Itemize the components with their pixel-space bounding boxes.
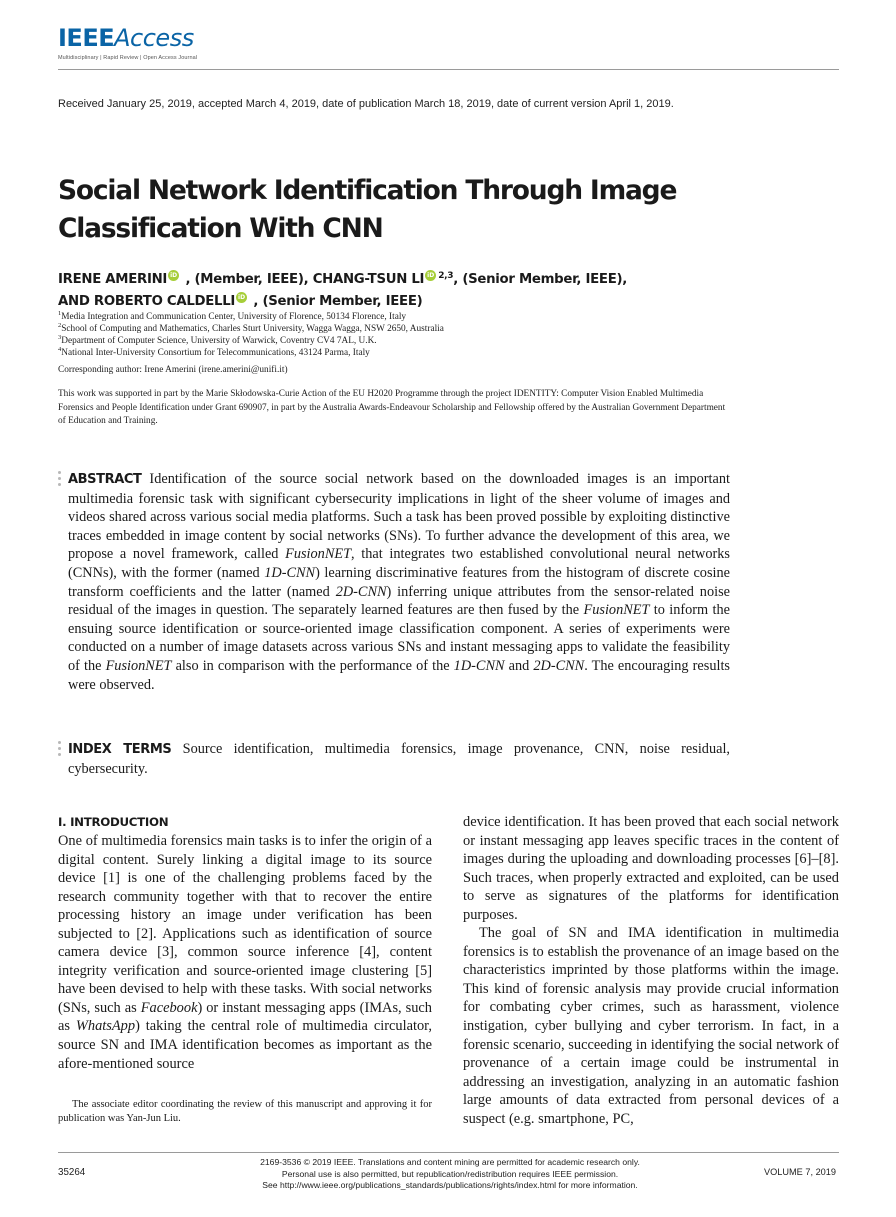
abstract-term: FusionNET [105, 657, 172, 674]
abstract-term: 1D-CNN [264, 564, 316, 581]
left-column [58, 832, 432, 1073]
abstract-term: FusionNET [285, 546, 352, 563]
paper-title: Social Network Identification Through Image Classification With CNN [58, 175, 677, 244]
abstract-marker-icon [58, 471, 62, 489]
abstract-term: FusionNET [583, 602, 650, 619]
orcid-icon[interactable]: iD [427, 272, 435, 279]
logo-access: Access [114, 24, 194, 52]
logo-ieee: IEEE [58, 24, 115, 52]
index-terms-marker-icon [58, 741, 62, 759]
affiliation-text: Department of Computer Science, University of Warwick, Coventry CV4 7AL, U.K. [61, 336, 377, 347]
footnote [58, 1098, 432, 1126]
orcid-icon[interactable]: iD [170, 272, 178, 279]
affiliation-number: 4 [58, 346, 62, 353]
index-terms-text: Source identification, multimedia forensics, image provenance, CNN, noise residual, cybersecurity. [68, 741, 730, 777]
abstract-text: also in comparison with the performance of the [171, 657, 454, 674]
abstract-text: ) learning discriminative features from the histogram of discrete cosine transform coefficients and the latter (named [68, 564, 730, 600]
author-prefix: AND [58, 294, 94, 309]
author-name-amerini: IRENE AMERINI [58, 272, 168, 287]
header-divider [58, 69, 839, 70]
affiliation [58, 322, 444, 334]
paragraph-text: One of multimedia forensics main tasks is to infer the origin of a digital content. Surely linking a digital image to its source device [1] is one of the challenging problems faced by the research community together with that to recover the entire processing history an image under verification has been subjected to [2]. Applications such as identification of source camera device [3], common source inference [4], content integrity verification and source-oriented image clustering [5] have been devised to help with these tasks. With social networks (SNs, such as [58, 833, 432, 1016]
journal-logo [58, 24, 194, 52]
author-role: , (Member, IEEE), [185, 272, 313, 287]
orcid-icon[interactable]: iD [238, 294, 246, 301]
abstract-text: and [504, 657, 534, 674]
affiliation-number: 3 [58, 334, 62, 341]
volume-label: VOLUME 7, 2019 [764, 1167, 837, 1177]
affiliation-number: 2 [58, 322, 62, 329]
logo-tagline: Multidisciplinary | Rapid Review | Open Access Journal [58, 55, 198, 61]
abstract [68, 470, 730, 694]
corresponding-author: Corresponding author: Irene Amerini (irene.amerini@unifi.it) [58, 365, 288, 375]
copyright-link[interactable]: See http://www.ieee.org/publications_standards/publications/rights/index.html for more information. [262, 1180, 638, 1190]
affiliation [58, 310, 406, 322]
author-line-2 [58, 292, 422, 309]
copyright-line: 2169-3536 © 2019 IEEE. Translations and content mining are permitted for academic research only. [260, 1157, 640, 1167]
section-heading: I. INTRODUCTION [58, 815, 169, 829]
abstract-text: . The encouraging results were observed. [68, 657, 730, 693]
affiliation [58, 346, 370, 358]
abstract-text: Identification of the source social network based on the downloaded images is an important multimedia forensic task with significant cybersecurity implications in light of the sheer volume of images and videos shared across various social media platforms. Such a task has been proved possible by exploiting distinctive traces embedded in image content by social networks (SNs). To further advance the development of this area, we propose a novel framework, called [68, 471, 730, 563]
author-role: , (Senior Member, IEEE), [453, 272, 627, 287]
right-column [463, 813, 839, 1128]
index-terms [68, 740, 730, 778]
abstract-text: ) inferring unique attributes from the sensor-related noise residual of the images in question. The separately learned features are then fused by the [68, 583, 730, 619]
affiliation-text: National Inter-University Consortium for Telecommunications, 43124 Parma, Italy [61, 348, 370, 359]
paragraph-text: ) or instant messaging apps (IMAs, such as [58, 999, 433, 1035]
abstract-term: 2D-CNN [335, 583, 387, 600]
author-role: , (Senior Member, IEEE) [253, 294, 423, 309]
affiliation [58, 334, 377, 346]
footnote-text: The associate editor coordinating the review of this manuscript and approving it for publication was Yan-Jun Liu. [58, 1099, 432, 1124]
paragraph-text: ) taking the central role of multimedia circulator, source SN and IMA identification becomes as important as the afore-mentioned source [58, 1018, 432, 1072]
copyright-notice [180, 1157, 720, 1192]
footer-divider [58, 1152, 839, 1153]
abstract-label: ABSTRACT [68, 472, 142, 487]
abstract-term: 1D-CNN [453, 657, 505, 674]
abstract-text: to inform the ensuing source identification or source-oriented image classification component. A series of experiments were conducted on a number of image datasets across various SNs and instant messaging apps to validate the feasibility of the [68, 602, 730, 674]
page-number: 35264 [58, 1167, 86, 1178]
affiliation-text: Media Integration and Communication Center, University of Florence, 50134 Florence, Italy [61, 312, 407, 323]
paragraph [58, 832, 432, 1073]
abstract-term: 2D-CNN [533, 657, 585, 674]
paragraph: The goal of SN and IMA identification in multimedia forensics is to establish the provenance of an image based on the characteristics imprinted by those platforms within the image. This kind of forensic analysis may provide crucial information for combating cyber crimes, such as harassment, violence instigation, cyber bullying and cyber terrorism. In fact, in a forensic scenario, succeeding in identifying the social network of provenance of a certain image could be instrumental in addressing an investigation, analyzing in an automatic fashion large amounts of data extracted from personal devices of a suspect (e.g. smartphone, PC, [463, 925, 839, 1127]
author-affiliation-sup: 2,3 [438, 271, 454, 281]
received-dates: Received January 25, 2019, accepted March 4, 2019, date of publication March 18, 2019, date of current version April 1, 2019. [58, 98, 674, 110]
author-line-1 [58, 270, 627, 287]
paragraph-term: WhatsApp [75, 1018, 136, 1035]
affiliation-number: 1 [58, 310, 62, 317]
copyright-line: Personal use is also permitted, but republication/redistribution requires IEEE permission. [281, 1168, 619, 1179]
paragraph-term: Facebook [140, 999, 198, 1016]
funding-note: This work was supported in part by the Marie Skłodowska-Curie Action of the EU H2020 Programme through the project IDENTITY: Computer Vision Enabled Multimedia Forensics and People Identification under Grant 690907, in part by the Australia Awards-Endeavour Scholarship and Fellowship offered by the Australian Government Department of Education and Training. [58, 389, 726, 426]
paragraph: device identification. It has been proved that each social network or instant messaging app leaves specific traces in the content of images during the uploading and downloading processes [6]–[8]. Such traces, when properly extracted and exploited, can be used to serve as signatures of the platforms for identification purposes. [463, 814, 839, 923]
author-name-caldelli: ROBERTO CALDELLI [93, 294, 236, 309]
index-terms-label: INDEX TERMS [68, 742, 172, 757]
author-name-li: CHANG-TSUN LI [312, 272, 425, 287]
affiliation-text: School of Computing and Mathematics, Charles Sturt University, Wagga Wagga, NSW 2650, Australia [61, 324, 444, 335]
abstract-text: , that integrates two established convolutional neural networks (CNNs), with the former (named [68, 546, 730, 581]
